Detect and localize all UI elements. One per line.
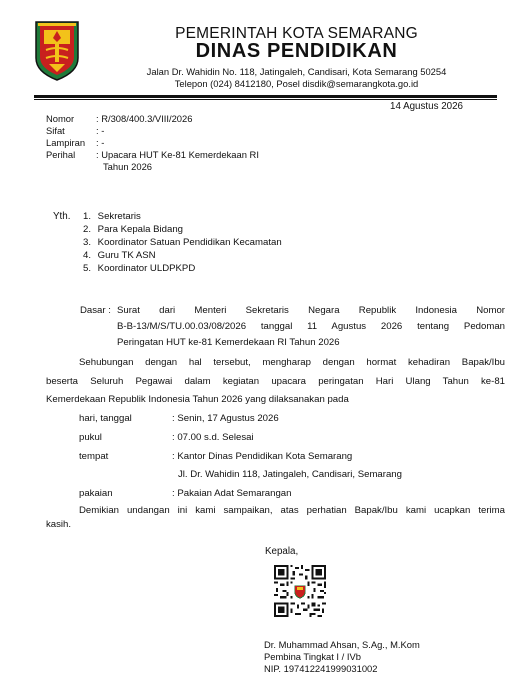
- meta-label-perihal: Perihal: [46, 149, 76, 160]
- meta-value-perihal: : Upacara HUT Ke-81 Kemerdekaan RI: [96, 149, 259, 160]
- letterhead-government: PEMERINTAH KOTA SEMARANG: [175, 25, 418, 42]
- detail-label-time: pukul: [79, 432, 102, 443]
- body-line-1: Sehubungan dengan hal tersebut, mengharap dengan hormat kehadiran Bapak/Ibu: [79, 357, 505, 368]
- dasar-line-3: Peringatan HUT ke-81 Kemerdekaan RI Tahun 2026: [117, 337, 340, 348]
- closing-line-2: kasih.: [46, 519, 72, 530]
- meta-label-sifat: Sifat: [46, 125, 65, 136]
- detail-label-day: hari, tanggal: [79, 413, 132, 424]
- dasar-line-2: B-B-13/M/S/TU.00.03/08/2026 tanggal 11 Agustus 2026 tentang Pedoman: [117, 321, 505, 332]
- detail-value-place: : Kantor Dinas Pendidikan Kota Semarang: [172, 451, 353, 462]
- meta-value-lampiran: : -: [96, 137, 105, 148]
- meta-value-nomor: : R/308/400.3/VIII/2026: [96, 113, 193, 124]
- letterhead-contact: Telepon (024) 8412180, Posel disdik@semarangkota.go.id: [174, 78, 419, 89]
- signature-nip: NIP. 197412241999031002: [264, 663, 378, 674]
- signature-rank: Pembina Tingkat I / IVb: [264, 651, 361, 662]
- dasar-line-1: Surat dari Menteri Sekretaris Negara Republik Indonesia Nomor: [117, 305, 505, 316]
- meta-label-nomor: Nomor: [46, 113, 75, 124]
- meta-label-lampiran: Lampiran: [46, 137, 86, 148]
- detail-value-place-address: Jl. Dr. Wahidin 118, Jatingaleh, Candisari, Semarang: [178, 469, 402, 480]
- closing-line-1: Demikian undangan ini kami sampaikan, atas perhatian Bapak/Ibu kami ucapkan terima: [79, 505, 505, 516]
- list-item: 4. Guru TK ASN: [83, 250, 156, 261]
- detail-value-day: : Senin, 17 Agustus 2026: [172, 413, 279, 424]
- detail-label-place: tempat: [79, 451, 109, 462]
- dasar-label: Dasar :: [80, 305, 111, 316]
- detail-value-attire: : Pakaian Adat Semarangan: [172, 488, 292, 499]
- meta-value-sifat: : -: [96, 125, 105, 136]
- list-item: 5. Koordinator ULDPKPD: [83, 263, 196, 274]
- detail-label-attire: pakaian: [79, 488, 113, 499]
- qr-code-icon: [274, 565, 326, 617]
- letter-date: 14 Agustus 2026: [390, 101, 463, 112]
- detail-value-time: : 07.00 s.d. Selesai: [172, 432, 254, 443]
- meta-value-perihal-cont: Tahun 2026: [103, 161, 153, 172]
- recipient-prefix: Yth.: [53, 211, 71, 222]
- letterhead-rule-thick: [34, 95, 497, 98]
- list-item: 3. Koordinator Satuan Pendidikan Kecamatan: [83, 237, 282, 248]
- list-item: 1. Sekretaris: [83, 211, 141, 222]
- body-line-3: Kemerdekaan Republik Indonesia Tahun 2026 yang dilaksanakan pada: [46, 394, 349, 405]
- signature-name: Dr. Muhammad Ahsan, S.Ag., M.Kom: [264, 639, 420, 650]
- letterhead-address: Jalan Dr. Wahidin No. 118, Jatingaleh, Candisari, Kota Semarang 50254: [146, 66, 447, 77]
- body-line-2: beserta Seluruh Pegawai dalam kegiatan upacara peringatan Hari Ulang Tahun ke-81: [46, 376, 505, 387]
- letterhead-agency: DINAS PENDIDIKAN: [195, 40, 398, 62]
- signature-title: Kepala,: [265, 546, 299, 557]
- letterhead-rule-thin: [34, 99, 497, 100]
- list-item: 2. Para Kepala Bidang: [83, 224, 184, 235]
